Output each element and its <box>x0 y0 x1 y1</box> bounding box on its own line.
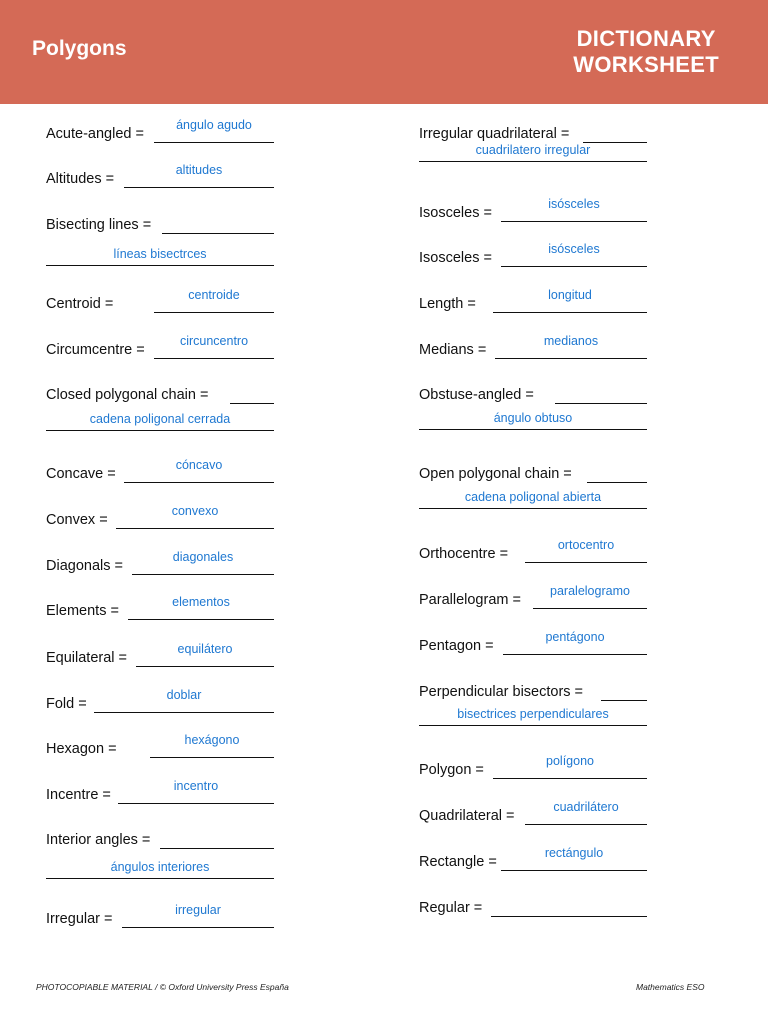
left-entry <box>46 688 274 715</box>
left-entry <box>46 827 274 851</box>
answer-text: cadena poligonal cerrada <box>89 412 231 426</box>
worksheet-label-line1: DICTIONARY <box>576 26 716 51</box>
answer-line-continued <box>46 430 274 431</box>
term-label: Interior angles = <box>46 832 151 848</box>
term-label: Fold = <box>46 696 87 712</box>
answer-line <box>555 403 647 404</box>
answer-line <box>160 848 274 849</box>
answer-line <box>503 654 647 655</box>
answer-text: medianos <box>543 334 599 348</box>
left-entry <box>46 504 274 531</box>
answer-text: irregular <box>175 903 221 917</box>
answer-line <box>122 927 274 928</box>
term-label: Isosceles = <box>419 205 492 221</box>
answer-text: cóncavo <box>175 458 223 472</box>
answer-text: equilátero <box>177 642 233 656</box>
left-entry <box>46 779 274 806</box>
worksheet-label <box>573 26 719 78</box>
term-label: Open polygonal chain = <box>419 466 572 482</box>
answer-text: rectángulo <box>544 846 604 860</box>
answer-text: circuncentro <box>179 334 249 348</box>
worksheet-label-line2: WORKSHEET <box>573 52 719 77</box>
right-entry <box>419 461 647 485</box>
answer-line <box>230 403 274 404</box>
page-title: Polygons <box>32 37 127 60</box>
answer-text: altitudes <box>175 163 223 177</box>
term-label: Bisecting lines = <box>46 217 152 233</box>
term-label: Centroid = <box>46 296 114 312</box>
answer-line <box>493 312 647 313</box>
left-entry <box>46 288 274 315</box>
answer-text: cuadrilatero irregular <box>475 143 591 157</box>
left-entry <box>46 458 274 485</box>
answer-line <box>124 187 274 188</box>
answer-text: centroide <box>188 288 240 302</box>
answer-line <box>162 233 274 234</box>
answer-text: cuadrilátero <box>553 800 619 814</box>
left-entry <box>46 118 274 145</box>
answer-line <box>132 574 274 575</box>
term-label: Elements = <box>46 603 119 619</box>
answer-line <box>501 266 647 267</box>
answer-line <box>116 528 274 529</box>
right-entry <box>419 679 647 703</box>
right-entry <box>419 121 647 145</box>
left-entry <box>46 334 274 361</box>
answer-line <box>154 142 274 143</box>
left-entry <box>46 382 274 406</box>
answer-line-continued <box>419 161 647 162</box>
footer-subject: Mathematics ESO <box>636 982 705 992</box>
right-entry <box>419 846 647 873</box>
answer-line <box>154 312 274 313</box>
right-entry <box>419 584 647 611</box>
right-entry <box>419 538 647 565</box>
answer-text: isósceles <box>548 242 600 256</box>
left-entry <box>46 595 274 622</box>
answer-line <box>501 221 647 222</box>
answer-line <box>587 482 647 483</box>
term-label: Circumcentre = <box>46 342 145 358</box>
left-entry <box>46 733 274 760</box>
term-label: Closed polygonal chain = <box>46 387 209 403</box>
answer-line <box>128 619 274 620</box>
right-entry <box>419 334 647 361</box>
answer-line <box>118 803 274 804</box>
answer-line <box>154 358 274 359</box>
answer-line <box>150 757 274 758</box>
answer-text: cadena poligonal abierta <box>464 490 602 504</box>
term-label: Parallelogram = <box>419 592 521 608</box>
answer-line-continued <box>419 429 647 430</box>
answer-text: hexágono <box>184 733 240 747</box>
term-label: Orthocentre = <box>419 546 509 562</box>
term-label: Medians = <box>419 342 487 358</box>
term-label: Irregular = <box>46 911 113 927</box>
answer-text: polígono <box>546 754 594 768</box>
term-label: Obstuse-angled = <box>419 387 534 403</box>
answer-text: elementos <box>172 595 230 609</box>
left-entry <box>46 642 274 669</box>
answer-text: ángulos interiores <box>110 860 210 874</box>
term-label: Isosceles = <box>419 250 492 266</box>
answer-line <box>525 824 647 825</box>
right-entry <box>419 382 647 406</box>
right-entry <box>419 895 647 919</box>
left-entry <box>46 550 274 577</box>
term-label: Regular = <box>419 900 483 916</box>
right-entry <box>419 754 647 781</box>
answer-line <box>501 870 647 871</box>
answer-line <box>94 712 274 713</box>
answer-line-continued <box>46 878 274 879</box>
answer-text: convexo <box>171 504 219 518</box>
answer-line-continued <box>419 508 647 509</box>
answer-line <box>136 666 274 667</box>
answer-line-continued <box>419 725 647 726</box>
right-entry <box>419 197 647 224</box>
answer-text: ortocentro <box>557 538 615 552</box>
term-label: Diagonals = <box>46 558 123 574</box>
term-label: Pentagon = <box>419 638 494 654</box>
answer-text: líneas bisectrces <box>113 247 207 261</box>
answer-line <box>495 358 647 359</box>
answer-text: incentro <box>173 779 219 793</box>
answer-text: doblar <box>166 688 202 702</box>
header-banner <box>0 0 768 104</box>
term-label: Quadrilateral = <box>419 808 515 824</box>
right-entry <box>419 242 647 269</box>
answer-text: bisectrices perpendiculares <box>457 707 609 721</box>
answer-text: paralelogramo <box>550 584 630 598</box>
term-label: Hexagon = <box>46 741 117 757</box>
answer-line <box>525 562 647 563</box>
term-label: Convex = <box>46 512 108 528</box>
answer-text: isósceles <box>548 197 600 211</box>
right-entry <box>419 630 647 657</box>
answer-text: ángulo obtuso <box>493 411 573 425</box>
answer-line <box>601 700 647 701</box>
right-entry <box>419 800 647 827</box>
term-label: Rectangle = <box>419 854 497 870</box>
term-label: Altitudes = <box>46 171 115 187</box>
term-label: Incentre = <box>46 787 111 803</box>
term-label: Polygon = <box>419 762 484 778</box>
answer-line <box>533 608 647 609</box>
right-entry <box>419 288 647 315</box>
term-label: Length = <box>419 296 476 312</box>
left-entry <box>46 212 274 236</box>
answer-line <box>493 778 647 779</box>
answer-text: diagonales <box>172 550 234 564</box>
left-entry <box>46 163 274 190</box>
term-label: Acute-angled = <box>46 126 144 142</box>
term-label: Equilateral = <box>46 650 128 666</box>
answer-line <box>124 482 274 483</box>
term-label: Perpendicular bisectors = <box>419 684 584 700</box>
answer-line <box>491 916 647 917</box>
footer-copyright: PHOTOCOPIABLE MATERIAL / © Oxford University Press España <box>36 982 289 992</box>
answer-line-continued <box>46 265 274 266</box>
left-entry <box>46 903 274 930</box>
answer-text: longitud <box>548 288 592 302</box>
answer-text: ángulo agudo <box>176 118 252 132</box>
term-label: Irregular quadrilateral = <box>419 126 570 142</box>
answer-text: pentágono <box>545 630 605 644</box>
term-label: Concave = <box>46 466 116 482</box>
